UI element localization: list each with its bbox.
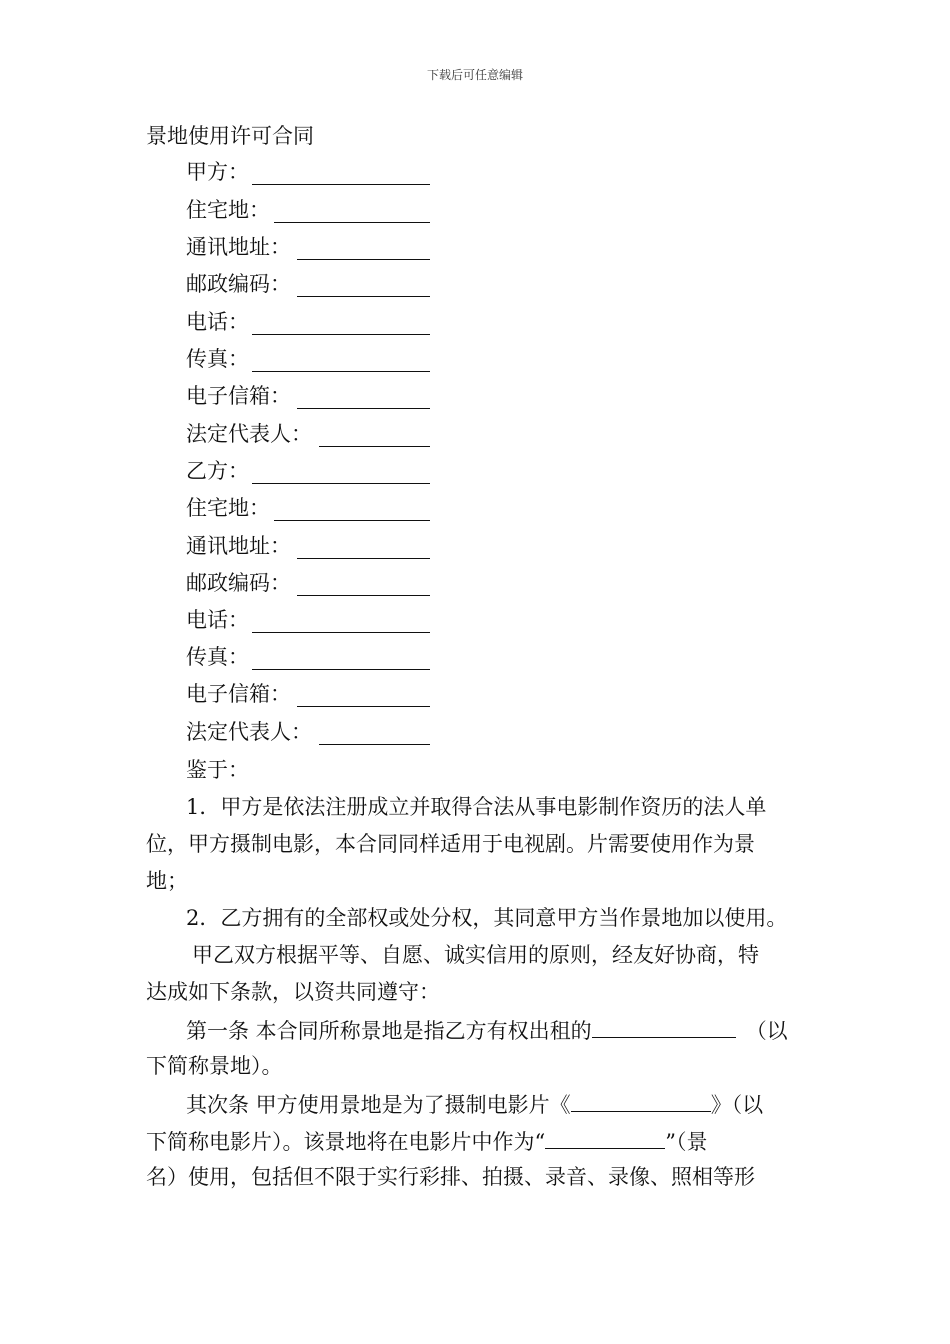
field-label: 甲方： [186, 160, 249, 184]
clause-1-line-1: 1．甲方是依法注册成立并取得合法从事电影制作资历的法人单 [186, 795, 767, 819]
fill-in-blank [319, 420, 430, 447]
fill-in-blank [571, 1089, 711, 1112]
field-label: 乙方： [186, 459, 249, 483]
fill-in-blank [252, 643, 430, 670]
party-a-field [186, 158, 249, 186]
fill-in-blank [252, 345, 430, 372]
party-b-field [186, 457, 249, 485]
party-a-field [186, 270, 291, 298]
field-label: 电子信箱： [186, 682, 291, 706]
fill-in-blank [592, 1015, 736, 1038]
field-label: 传真： [186, 347, 249, 371]
party-a-field [186, 196, 270, 224]
fill-in-blank [252, 457, 430, 484]
article-2-text-end: ”（景 [665, 1130, 708, 1154]
article-2-text: 其次条 甲方使用景地是为了摄制电影片《 [186, 1093, 571, 1117]
fill-in-blank [319, 718, 430, 745]
field-label: 通讯地址： [186, 235, 291, 259]
party-b-field [186, 680, 291, 708]
field-label: 住宅地： [186, 496, 270, 520]
fill-in-blank [297, 382, 430, 409]
fill-in-blank [252, 606, 430, 633]
party-a-field [186, 345, 249, 373]
field-label: 电话： [186, 608, 249, 632]
field-label: 电子信箱： [186, 384, 291, 408]
article-2-text-end: 》（以 [710, 1093, 764, 1117]
field-label: 传真： [186, 645, 249, 669]
article-2-text: 下简称电影片）。该景地将在电影片中作为“ [146, 1130, 546, 1154]
article-2-line-3: 名）使用，包括但不限于实行彩排、拍摄、录音、录像、照相等形 [146, 1165, 755, 1189]
party-b-field [186, 569, 291, 597]
contract-title: 景地使用许可合同 [146, 124, 314, 148]
article-1-line-2: 下简称景地）。 [146, 1054, 283, 1078]
party-a-field [186, 233, 291, 261]
party-b-field [186, 606, 249, 634]
fill-in-blank [252, 158, 430, 185]
field-label: 通讯地址： [186, 534, 291, 558]
field-label: 住宅地： [186, 198, 270, 222]
whereas-heading: 鉴于： [186, 758, 249, 782]
article-2-line-2 [146, 1126, 707, 1156]
fill-in-blank [297, 680, 430, 707]
preamble-line-1: 甲乙双方根据平等、自愿、诚实信用的原则，经友好协商，特 [192, 943, 759, 967]
field-label: 法定代表人： [186, 422, 312, 446]
party-a-field [186, 420, 312, 448]
party-a-field [186, 382, 291, 410]
party-b-field [186, 643, 249, 671]
preamble-line-2: 达成如下条款，以资共同遵守： [146, 980, 440, 1004]
fill-in-blank [274, 494, 430, 521]
fill-in-blank [274, 196, 430, 223]
field-label: 法定代表人： [186, 720, 312, 744]
clause-1-line-2: 位，甲方摄制电影，本合同同样适用于电视剧。片需要使用作为景 [146, 832, 755, 856]
party-b-field [186, 494, 270, 522]
fill-in-blank [297, 532, 430, 559]
fill-in-blank [297, 233, 430, 260]
clause-2: 2．乙方拥有的全部权或处分权，其同意甲方当作景地加以使用。 [186, 906, 788, 930]
fill-in-blank [545, 1126, 665, 1149]
clause-1-line-3: 地； [146, 869, 188, 893]
article-1-line-1 [186, 1015, 788, 1045]
article-1-text: 第一条 本合同所称景地是指乙方有权出租的 [186, 1019, 592, 1043]
field-label: 邮政编码： [186, 272, 291, 296]
party-a-field [186, 308, 249, 336]
article-1-text-end: （以 [745, 1019, 788, 1043]
fill-in-blank [297, 270, 430, 297]
page-header-note: 下载后可任意编辑 [426, 68, 523, 82]
party-b-field [186, 532, 291, 560]
fill-in-blank [252, 308, 430, 335]
fill-in-blank [297, 569, 430, 596]
article-2-line-1 [186, 1089, 763, 1119]
field-label: 邮政编码： [186, 571, 291, 595]
field-label: 电话： [186, 310, 249, 334]
party-b-field [186, 718, 312, 746]
